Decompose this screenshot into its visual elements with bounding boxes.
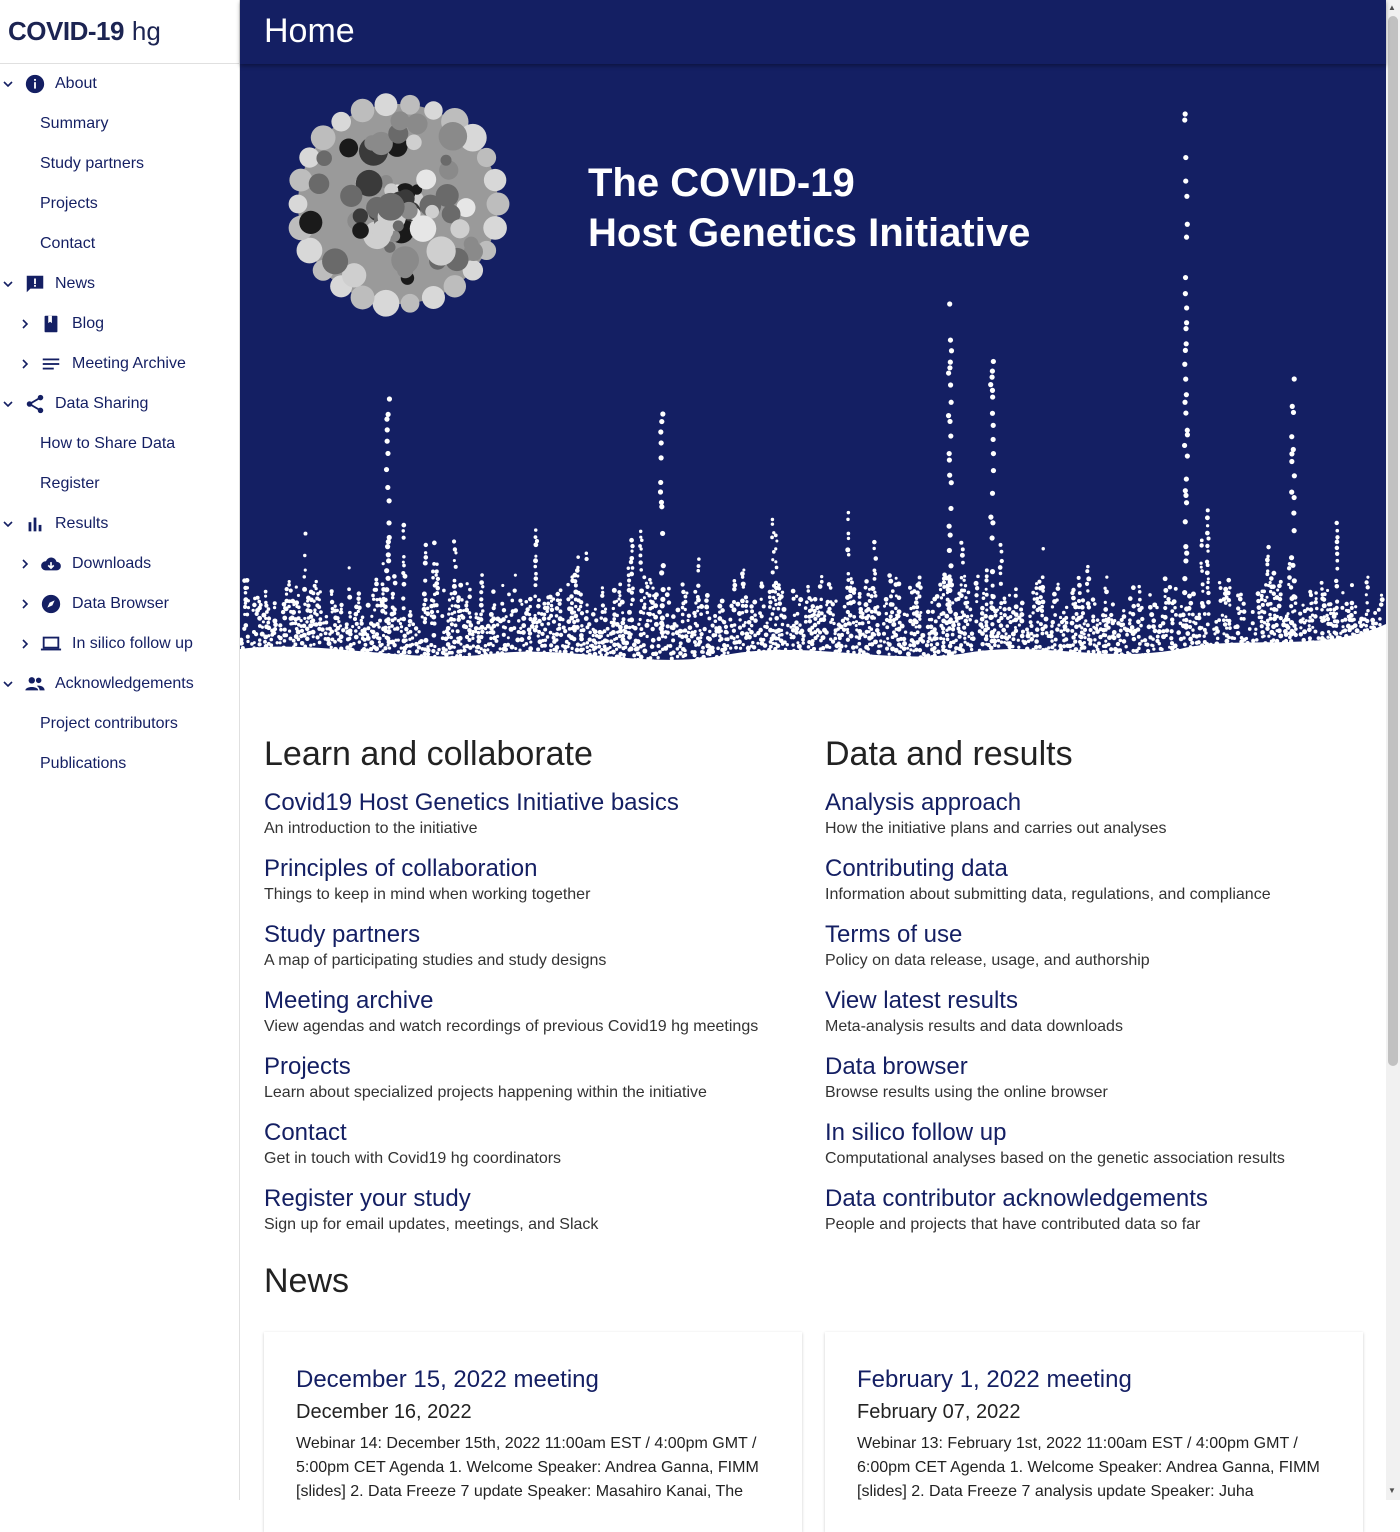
link-meeting-archive[interactable]: Meeting archive [264,987,434,1014]
link-desc: How the initiative plans and carries out analyses [825,820,1167,837]
chevron-right-icon [19,358,31,370]
scroll-up-arrow-icon[interactable]: ▲ [1388,3,1396,12]
page-title: Home [264,12,355,50]
link-block [825,854,1365,906]
sidebar-item-label: Downloads [72,555,152,572]
link-block [825,986,1365,1038]
hero-title [588,158,1030,258]
news-card[interactable] [825,1332,1363,1532]
link-terms-of-use[interactable]: Terms of use [825,921,963,948]
sidebar-item-data-sharing[interactable] [0,384,239,424]
sidebar-item-register[interactable] [0,464,239,504]
chevron-right-icon [19,558,31,570]
link-principles[interactable]: Principles of collaboration [264,855,538,882]
hero-banner [240,64,1386,670]
link-desc: A map of participating studies and study designs [264,952,607,969]
link-desc: Things to keep in mind when working together [264,886,591,903]
sidebar-item-in-silico[interactable] [0,624,239,664]
manhattan-plot-illustration [240,64,1386,670]
chevron-down-icon [2,518,14,530]
sidebar-item-publications[interactable] [0,744,239,784]
sidebar-item-label: Acknowledgements [55,675,194,692]
link-in-silico[interactable]: In silico follow up [825,1119,1007,1146]
sidebar-item-label: Blog [72,315,105,332]
logo-main: COVID-19 [8,16,124,46]
sidebar-item-label: In silico follow up [72,635,193,652]
chevron-down-icon [2,78,14,90]
link-block [825,1118,1365,1170]
link-data-browser[interactable]: Data browser [825,1053,968,1080]
sidebar-item-label: Meeting Archive [72,355,186,372]
scrollbar-thumb[interactable] [1388,16,1398,1066]
link-contact[interactable]: Contact [264,1119,347,1146]
sidebar-item-acknowledgements[interactable] [0,664,239,704]
link-desc: View agendas and watch recordings of previous Covid19 hg meetings [264,1018,759,1035]
share-icon [24,393,46,415]
sidebar-item-label: Data Browser [72,595,169,612]
link-block [264,920,804,972]
link-projects[interactable]: Projects [264,1053,351,1080]
chevron-down-icon [2,278,14,290]
app-bar [240,0,1386,64]
sidebar-item-data-browser[interactable] [0,584,239,624]
sidebar-item-label: Study partners [40,155,145,172]
link-block [825,1184,1365,1236]
link-block [825,920,1365,972]
link-block [264,788,804,840]
link-study-partners[interactable]: Study partners [264,921,421,948]
sidebar-item-downloads[interactable] [0,544,239,584]
news-card-body: Webinar 14: December 15th, 2022 11:00am EST / 4:00pm GMT / 5:00pm CET Agenda 1. Welcome Speaker: Andrea Ganna, FIMM [slides] 2. Data Freeze 7 update Speaker: Masahiro Kanai, The [296,1435,759,1500]
book-icon [40,313,62,335]
link-block [264,1184,804,1236]
sidebar-item-label: Publications [40,755,127,772]
sidebar-item-label: Results [55,515,109,532]
sidebar-item-news[interactable] [0,264,239,304]
sidebar-item-results[interactable] [0,504,239,544]
link-desc: Learn about specialized projects happening within the initiative [264,1084,707,1101]
bar-chart-icon [24,513,46,535]
chevron-down-icon [2,678,14,690]
sidebar-item-label: How to Share Data [40,435,176,452]
chevron-right-icon [19,638,31,650]
news-card-date: December 16, 2022 [296,1401,472,1423]
sidebar-item-label: News [55,275,96,292]
link-desc: Information about submitting data, regulations, and compliance [825,886,1271,903]
compass-icon [40,593,62,615]
hero-title-line1: The COVID-19 [588,161,855,205]
chevron-down-icon [2,398,14,410]
sidebar-item-label: Contact [40,235,96,252]
link-latest-results[interactable]: View latest results [825,987,1018,1014]
data-results-column [825,730,1365,1250]
sidebar-item-label: Projects [40,195,98,212]
link-desc: Get in touch with Covid19 hg coordinators [264,1150,562,1167]
people-icon [24,673,46,695]
sidebar-item-contact[interactable] [0,224,239,264]
link-desc: Browse results using the online browser [825,1084,1108,1101]
link-block [264,986,804,1038]
section-heading-data: Data and results [825,735,1073,773]
notes-icon [40,353,62,375]
laptop-icon [40,633,62,655]
cloud-download-icon [40,553,62,575]
section-heading-news: News [264,1262,350,1300]
link-desc: Meta-analysis results and data downloads [825,1018,1123,1035]
sidebar-item-how-to-share[interactable] [0,424,239,464]
news-card-body: Webinar 13: February 1st, 2022 11:00am EST / 4:00pm GMT / 6:00pm CET Agenda 1. Welcome Speaker: Andrea Ganna, FIMM [slides] 2. Data Freeze 7 analysis update Speaker: Juha [857,1435,1320,1500]
logo-sub: hg [131,16,161,46]
link-desc: Computational analyses based on the genetic association results [825,1150,1285,1167]
sidebar-item-summary[interactable] [0,104,239,144]
link-acknowledgements[interactable]: Data contributor acknowledgements [825,1185,1208,1212]
sidebar-item-about[interactable] [0,64,239,104]
link-desc: People and projects that have contributed data so far [825,1216,1201,1233]
sidebar-item-label: Data Sharing [55,395,149,412]
scroll-down-arrow-icon[interactable]: ▼ [1388,1486,1396,1495]
link-block [264,1118,804,1170]
link-block [825,788,1365,840]
sidebar [0,0,240,1500]
news-card-title[interactable]: February 1, 2022 meeting [857,1366,1132,1393]
site-logo[interactable] [0,0,239,64]
link-desc: Policy on data release, usage, and authorship [825,952,1150,969]
link-desc: An introduction to the initiative [264,820,478,837]
sidebar-item-label: Summary [40,115,109,132]
sidebar-item-meeting-archive[interactable] [0,344,239,384]
link-analysis-approach[interactable]: Analysis approach [825,789,1022,816]
link-block [264,1052,804,1104]
sidebar-item-label: About [55,75,97,92]
link-basics[interactable]: Covid19 Host Genetics Initiative basics [264,789,679,816]
chevron-right-icon [19,318,31,330]
announcement-icon [24,273,46,295]
chevron-right-icon [19,598,31,610]
sidebar-item-project-contributors[interactable] [0,704,239,744]
link-block [825,1052,1365,1104]
learn-column [264,730,804,1250]
news-card-title[interactable]: December 15, 2022 meeting [296,1366,599,1393]
sidebar-item-projects[interactable] [0,184,239,224]
hero-title-line2: Host Genetics Initiative [588,211,1031,255]
section-heading-learn: Learn and collaborate [264,735,593,773]
news-card[interactable] [264,1332,802,1532]
info-icon [24,73,46,95]
link-block [264,854,804,906]
sidebar-item-blog[interactable] [0,304,239,344]
link-register-study[interactable]: Register your study [264,1185,471,1212]
sidebar-item-study-partners[interactable] [0,144,239,184]
link-contributing-data[interactable]: Contributing data [825,855,1008,882]
news-card-date: February 07, 2022 [857,1401,1021,1423]
sidebar-item-label: Register [40,475,100,492]
sidebar-nav [0,64,239,784]
link-desc: Sign up for email updates, meetings, and Slack [264,1216,599,1233]
sidebar-item-label: Project contributors [40,715,178,732]
